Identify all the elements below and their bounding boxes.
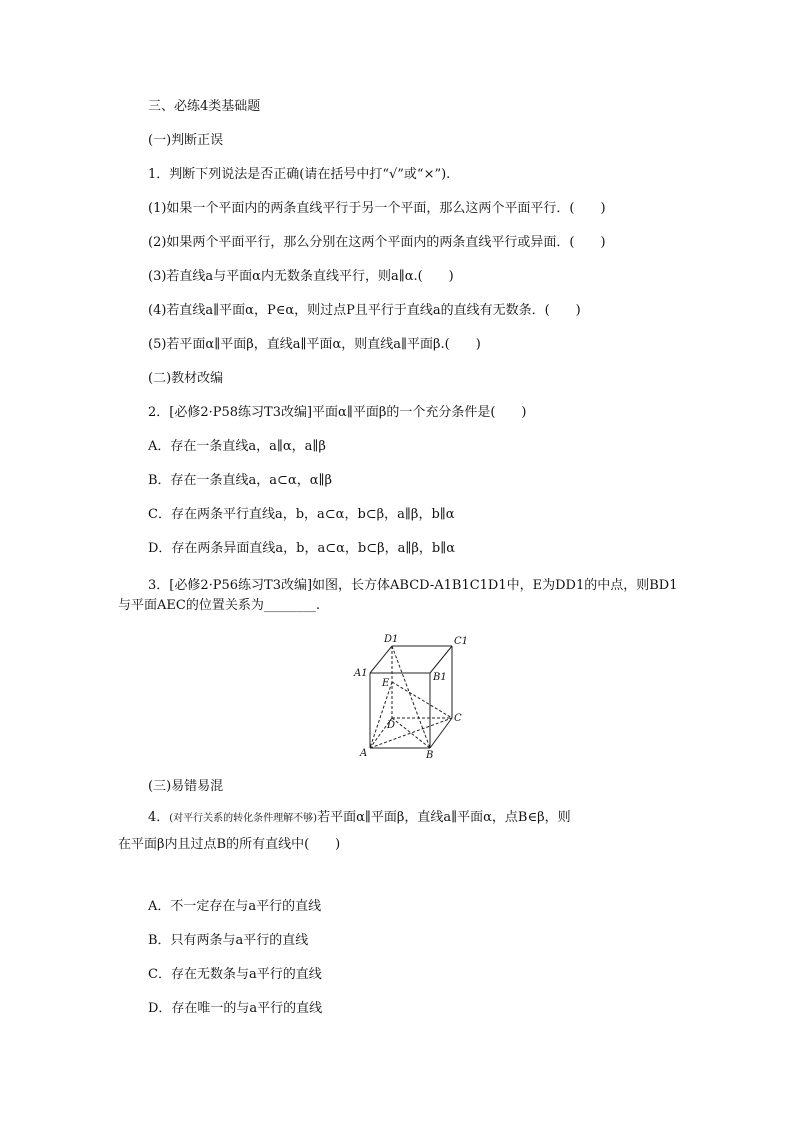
q1-item-5: (5)若平面α∥平面β，直线a∥平面α，则直线a∥平面β.( ) — [148, 337, 481, 352]
q2-option-b: B．存在一条直线a，a⊂α，α∥β — [148, 473, 333, 488]
label-B1: B1 — [433, 672, 447, 683]
q2-stem: 2．[必修2·P58练习T3改编]平面α∥平面β的一个充分条件是( ) — [148, 405, 527, 420]
label-C: C — [454, 713, 462, 724]
q4-line-1-main: 若平面α∥平面β，直线a∥平面α，点B∈β，则 — [317, 810, 571, 825]
q1-stem: 1．判断下列说法是否正确(请在括号中打“√”或“×”). — [148, 167, 451, 182]
q3-line-1: 3．[必修2·P56练习T3改编]如图，长方体ABCD-A1B1C1D1中，E为DD1的中点，则BD1 — [148, 578, 678, 593]
q1-item-1: (1)如果一个平面内的两条直线平行于另一个平面，那么这两个平面平行．( ) — [148, 201, 606, 216]
q1-item-3: (3)若直线a与平面α内无数条直线平行，则a∥α.( ) — [148, 269, 454, 284]
q4-text — [118, 808, 678, 855]
q4-option-b: B．只有两条与a平行的直线 — [148, 933, 309, 948]
q1-item-4: (4)若直线a∥平面α，P∈α，则过点P且平行于直线a的直线有无数条．( ) — [148, 303, 581, 318]
q2-option-a: A．存在一条直线a，a∥α，a∥β — [148, 439, 326, 454]
q4-line-1: 4．(对平行关系的转化条件理解不够)若平面α∥平面β，直线a∥平面α，点B∈β，则 — [148, 810, 571, 825]
q4-option-d: D．存在唯一的与a平行的直线 — [148, 1001, 323, 1016]
q3-line-2: 与平面AEC的位置关系为________. — [118, 598, 320, 613]
cuboid-figure — [340, 628, 480, 758]
label-C1: C1 — [454, 636, 469, 647]
label-D1: D1 — [384, 634, 399, 645]
q1-item-2: (2)如果两个平面平行，那么分别在这两个平面内的两条直线平行或异面．( ) — [148, 235, 606, 250]
q4-option-a: A．不一定存在与a平行的直线 — [148, 899, 322, 914]
label-E: E — [382, 678, 390, 689]
label-B: B — [426, 750, 434, 758]
subsection-pitfalls: (三)易错易混 — [148, 779, 224, 794]
q3-text — [118, 576, 678, 616]
q4-option-c: C．存在无数条与a平行的直线 — [148, 967, 322, 982]
subsection-textbook: (二)教材改编 — [148, 371, 224, 386]
label-A: A — [360, 748, 368, 758]
q2-option-c: C．存在两条平行直线a，b，a⊂α，b⊂β，a∥β，b∥α — [148, 507, 455, 522]
q2-option-d: D．存在两条异面直线a，b，a⊂α，b⊂β，a∥β，b∥α — [148, 541, 456, 556]
label-A1: A1 — [354, 668, 368, 679]
label-D: D — [387, 720, 396, 731]
q4-line-2: 在平面β内且过点B的所有直线中( ) — [118, 837, 341, 852]
q4-note: (对平行关系的转化条件理解不够) — [169, 813, 318, 824]
subsection-judge: (一)判断正误 — [148, 133, 224, 148]
section-title: 三、必练4类基础题 — [148, 99, 261, 114]
